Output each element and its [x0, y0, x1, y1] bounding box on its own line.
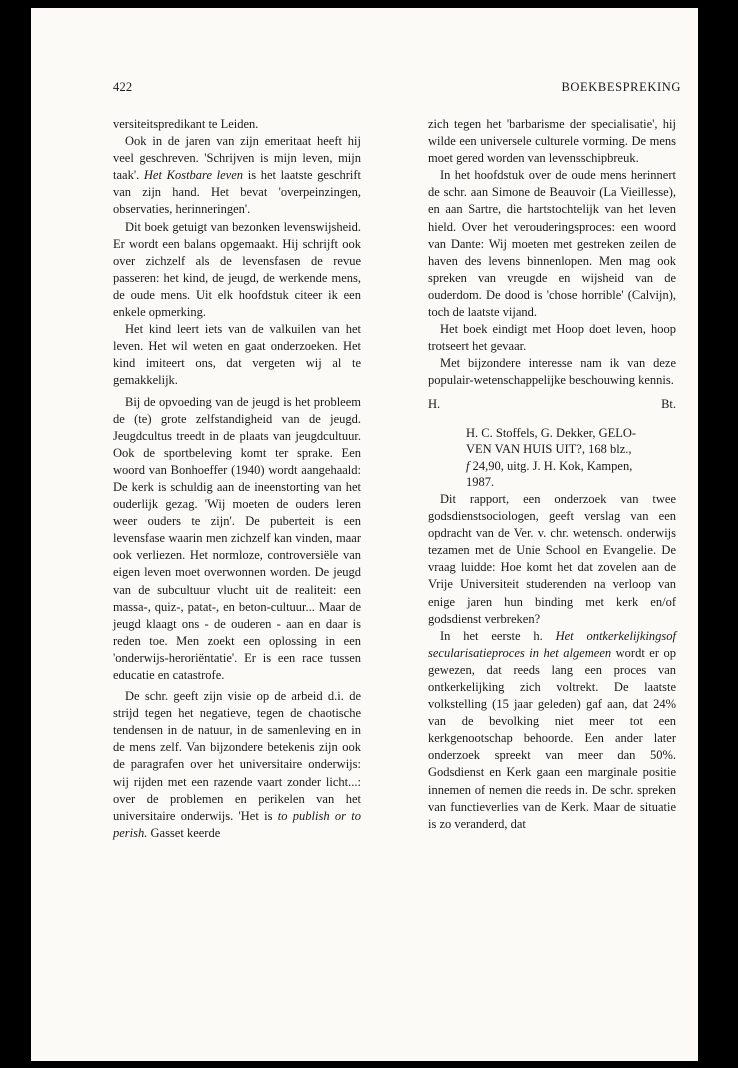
- paragraph: Dit rapport, een onderzoek van twee godsdienstsociologen, geeft verslag van een opdracht van de Ver. v. chr. wetensch. onderwijs tezamen met de Unie School en Evangelie. De vraag luidde: Hoe komt het dat zovelen aan de Vrije Universiteit studerenden na verloop van enige jaren hun binding met kerk en/of godsdienst verbreken?: [428, 491, 676, 626]
- left-column: [113, 116, 361, 842]
- paragraph: In het hoofdstuk over de oude mens herinnert de schr. aan Simone de Beauvoir (La Vieillesse), en aan Sartre, die hartstochtelijk van het leven hield. Over het verouderingsproces: een woord van Dante: Wij moeten met gestreken zeilen de haven des levens binnenlopen. Men mag ook spreken van vreugde en wijsheid van de ouderdom. De dood is 'chose horrible' (Calvijn), toch de laatste vijand.: [428, 168, 676, 320]
- scanned-page: [31, 8, 698, 1061]
- reference-line: 1987.: [466, 475, 495, 490]
- paragraph: Het boek eindigt met Hoop doet leven, hoop trotseert het gevaar.: [428, 322, 676, 354]
- paragraph: Dit boek getuigt van bezonken levenswijsheid. Er wordt een balans opgemaakt. Hij schrijft ook over zichzelf als de levensfasen de revue passeren: het kind, de jeugd, de werkende mens, de oude mens. Uit elk hoofdstuk citeer ik een enkele opmerking.: [113, 219, 361, 320]
- right-column: [428, 116, 676, 833]
- paragraph: De schr. geeft zijn visie op de arbeid d.i. de strijd tegen het negatieve, tegen de chaotische tendensen in de natuur, in de samenleving en in de mens zelf. Van bijzondere betekenis zijn ook de paragrafen over het universitaire onderwijs: wij rijden met een razende vaart zonder licht...: over de problemen en perikelen van het universitaire onderwijs. 'Het is to publish or to perish. Gasset keerde: [113, 689, 361, 840]
- reviewer-signature: [428, 396, 676, 413]
- paragraph: In het eerste h. Het ontkerkelijkingsof secularisatieproces in het algemeen wordt er op gewezen, dat reeds lang een proces van ontkerkelijking zich voltrekt. De laatste volkstelling (15 jaar geleden) gaf aan, dat 24% van de bevolking niet meer tot een kerkgenootschap behoorde. Een ander later onderzoek spreekt van meer dan 50%. Godsdienst en Kerk gaan een marginale positie innemen of nemen die reeds in. De schr. spreken van functieverlies van de Kerk. Maar de situatie is zo veranderd, dat: [428, 628, 677, 831]
- page-number: 422: [113, 80, 133, 94]
- signature-right: Bt.: [661, 396, 676, 411]
- reference-line: VEN VAN HUIS UIT?, 168 blz.,: [466, 442, 632, 457]
- book-title: Het Kostbare leven: [143, 168, 244, 183]
- paragraph: Met bijzondere interesse nam ik van deze populair-wetenschappelijke beschouwing kennis.: [428, 356, 676, 388]
- quote-italic: to publish or to perish.: [113, 808, 361, 840]
- paragraph: zich tegen het 'barbarisme der specialisatie', hij wilde een universele culturele vorming. De mens moet gered worden van levensschipbreuk.: [428, 117, 676, 166]
- book-reference: [466, 425, 676, 491]
- paragraph: versiteitspredikant te Leiden.: [113, 117, 259, 131]
- reference-line: H. C. Stoffels, G. Dekker, GELO-: [466, 425, 637, 440]
- signature-left: H.: [428, 396, 441, 411]
- paragraph: Bij de opvoeding van de jeugd is het probleem de (te) grote zelfstandigheid van de jeugd. Jeugdcultus treedt in de plaats van jeugdcultuur. Ook de sportbeleving komt ter sprake. Een woord van Bonhoeffer (1940) wordt aangehaald: De kerk is schuldig aan de ineenstorting van het ouderlijk gezag. 'Wij moeten de ouders leren weer ouders te zijn'. De puberteit is een levensfase waarin men zichzelf kan vinden, maar ook verliezen. Het normloze, controversiële van eigen leven moet overwonnen worden. De jeugd van de subcultuur vlucht uit de realiteit: een massa-, quiz-, patat-, en beton-cultuur... Maar de jeugd klaagt ons - de ouderen - aan en daar is reden toe. Men zoekt een oplossing in een 'onderwijs-heroriëntatie'. Er is een race tussen educatie en catastrofe.: [113, 394, 361, 682]
- chapter-title: Het ontkerkelijkingsof secularisatieproces in het algemeen: [428, 628, 677, 660]
- running-title: BOEKBESPREKING: [561, 80, 681, 94]
- reference-line: f 24,90, uitg. J. H. Kok, Kampen,: [466, 458, 633, 473]
- paragraph: Het kind leert iets van de valkuilen van het leven. Het wil weten en gaat onderzoeken. Het kind imiteert ons, dat vergeten wij al te gemakkelijk.: [113, 322, 361, 388]
- paragraph: Ook in de jaren van zijn emeritaat heeft hij veel geschreven. 'Schrijven is mijn leven, mijn taak'. Het Kostbare leven is het laatste geschrift van zijn hand. Het bevat 'overpeinzingen, observaties, herinneringen'.: [113, 134, 362, 217]
